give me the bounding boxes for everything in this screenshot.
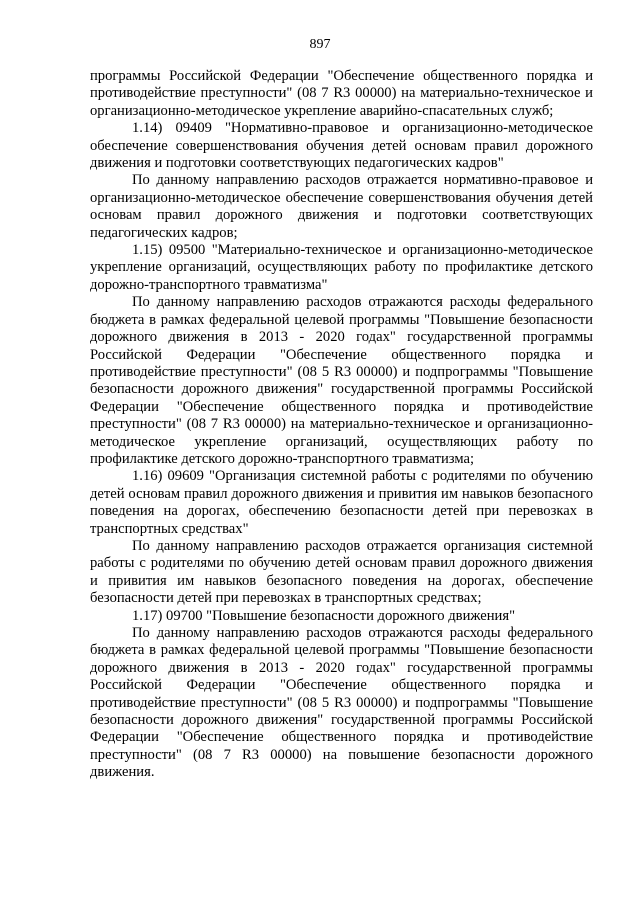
document-body (90, 68, 593, 782)
paragraph-description-1-17: По данному направлению расходов отражаются расходы федерального бюджета в рамках федеральной целевой программы "Повышение безопасности дорожного движения в 2013 - 2020 годах" государственной программы Российской Федерации "Обеспечение общественного порядка и противодействие преступности" (08 5 R3 00000) и подпрограммы "Повышение безопасности дорожного движения" государственной программы Российской Федерации "Обеспечение общественного порядка и противодействие преступности" (08 7 R3 00000) на повышение безопасности дорожного движения. (90, 625, 593, 781)
paragraph-description-1-15: По данному направлению расходов отражаются расходы федерального бюджета в рамках федеральной целевой программы "Повышение безопасности дорожного движения в 2013 - 2020 годах" государственной программы Российской Федерации "Обеспечение общественного порядка и противодействие преступности" (08 5 R3 00000) и подпрограммы "Повышение безопасности дорожного движения" государственной программы Российской Федерации "Обеспечение общественного порядка и противодействие преступности" (08 7 R3 00000) на материально-техническое и организационно-методическое укрепление организаций, осуществляющих работу по профилактике детского дорожно-транспортного травматизма; (90, 294, 593, 467)
paragraph-item-1-16: 1.16) 09609 "Организация системной работы с родителями по обучению детей основам правил дорожного движения и привития им навыков безопасного поведения на дорогах, обеспечению безопасности детей при перевозках в транспортных средствах" (90, 468, 593, 537)
paragraph-continuation: программы Российской Федерации "Обеспечение общественного порядка и противодействие преступности" (08 7 R3 00000) на материально-техническое и организационно-методическое укрепление аварийно-спасательных служб; (90, 68, 593, 119)
paragraph-description-1-16: По данному направлению расходов отражается организация системной работы с родителями по обучению детей основам правил дорожного движения и привития им навыков безопасного поведения на дорогах, обеспечение безопасности детей при перевозках в транспортных средствах; (90, 537, 593, 607)
paragraph-item-1-14: 1.14) 09409 "Нормативно-правовое и организационно-методическое обеспечение совершенствования обучения детей основам правил дорожного движения и подготовки соответствующих педагогических кадров" (90, 120, 593, 172)
paragraph-item-1-15: 1.15) 09500 "Материально-техническое и организационно-методическое укрепление организаций, осуществляющих работу по профилактике детского дорожно-транспортного травматизма" (90, 242, 593, 293)
paragraph-item-1-17: 1.17) 09700 "Повышение безопасности дорожного движения" (132, 607, 516, 624)
paragraph-description-1-14: По данному направлению расходов отражается нормативно-правовое и организационно-методическое обеспечение совершенствования обучения детей основам правил дорожного движения и подготовки соответствующих педагогических кадров; (90, 172, 593, 241)
page-number: 897 (309, 37, 331, 52)
